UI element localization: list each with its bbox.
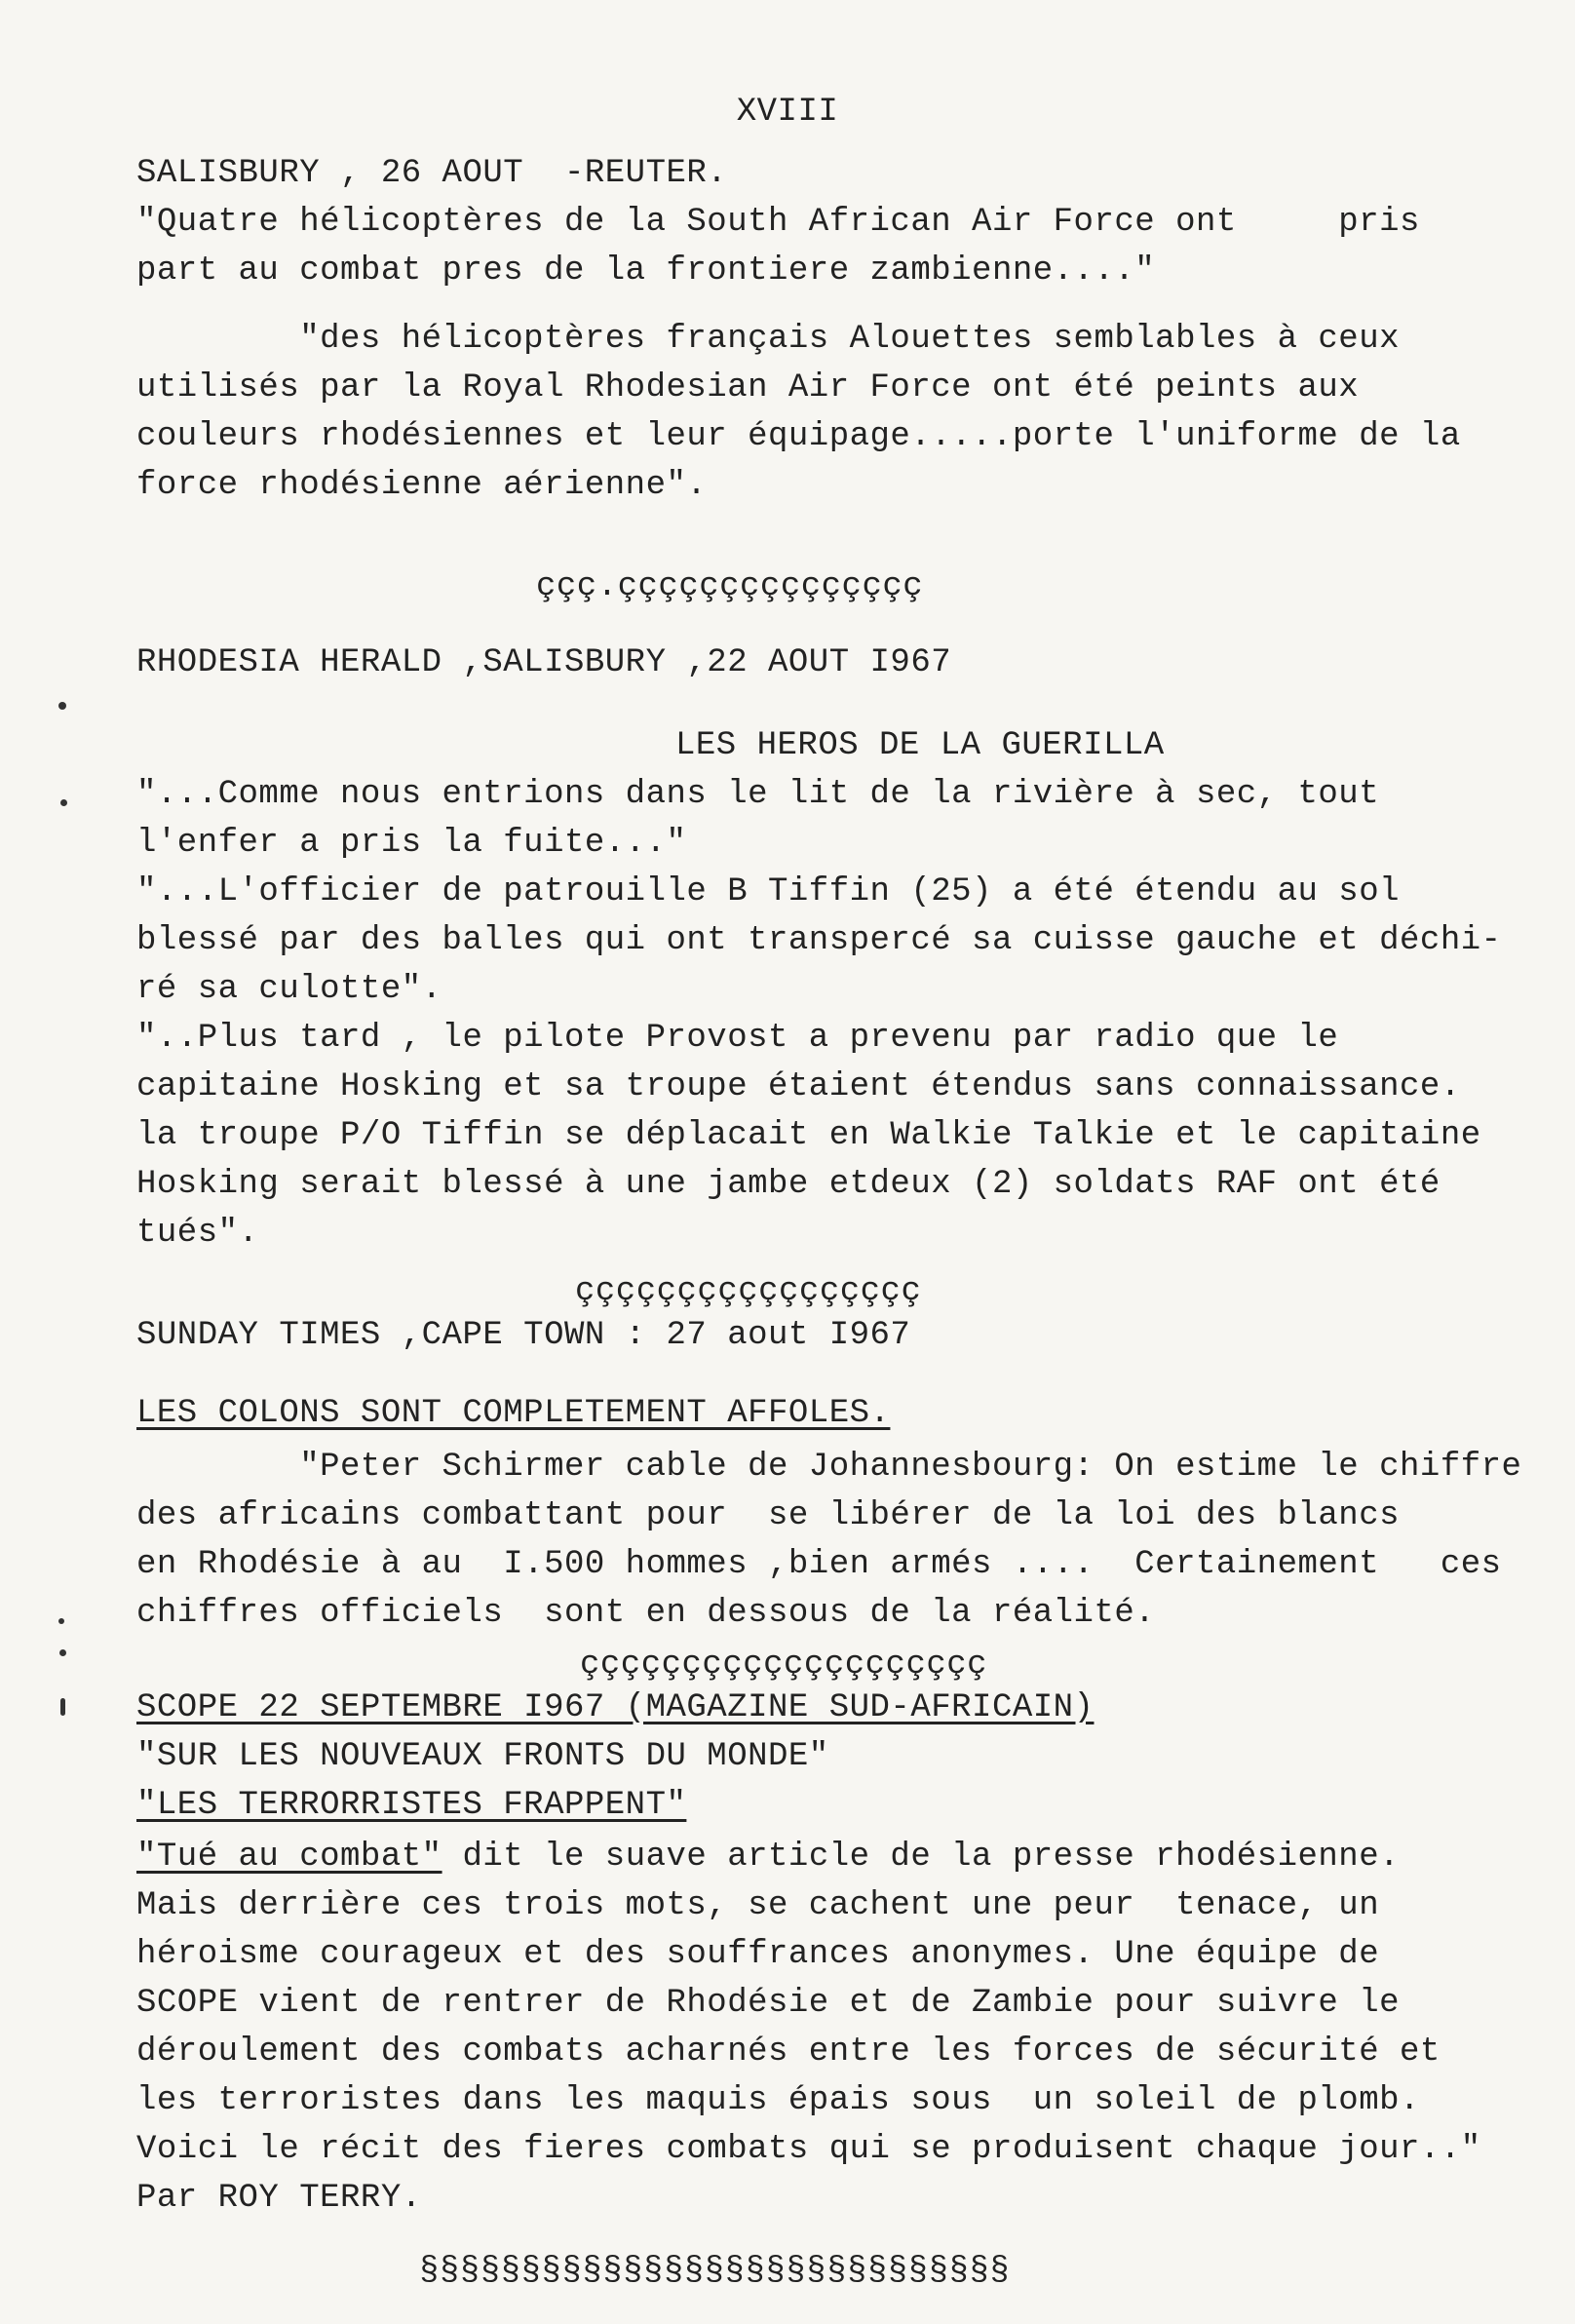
section1-header: SALISBURY , 26 AOUT -REUTER. <box>136 155 728 192</box>
section1-line: utilisés par la Royal Rhodesian Air Force ont été peints aux <box>136 369 1360 407</box>
section2-line: la troupe P/O Tiffin se déplacait en Walkie Talkie et le capitaine <box>136 1117 1481 1154</box>
section2-header: RHODESIA HERALD ,SALISBURY ,22 AOUT I967 <box>136 644 952 681</box>
section4-title: "LES TERRORRISTES FRAPPENT" <box>136 1787 687 1824</box>
section2-line: "...Comme nous entrions dans le lit de la rivière à sec, tout <box>136 776 1380 813</box>
section2-subtitle: LES HEROS DE LA GUERILLA <box>675 727 1165 764</box>
section4-line: SCOPE vient de rentrer de Rhodésie et de Zambie pour suivre le <box>136 1985 1401 2022</box>
separator-3: çççççççççççççççççççç <box>580 1646 988 1684</box>
section2-line: capitaine Hosking et sa troupe étaient étendus sans connaissance. <box>136 1068 1461 1105</box>
separator-2: ççççççççççççççççç <box>575 1273 922 1310</box>
margin-dot <box>58 702 66 710</box>
section4-line: Voici le récit des fieres combats qui se produisent chaque jour.." <box>136 2131 1481 2168</box>
section4-header: SCOPE 22 SEPTEMBRE I967 (MAGAZINE SUD-AFRICAIN) <box>136 1689 1095 1726</box>
section1-line: "Quatre hélicoptères de la South African Air Force ont pris <box>136 204 1420 241</box>
section2-line: Hosking serait blessé à une jambe etdeux (2) soldats RAF ont été <box>136 1166 1441 1203</box>
margin-dot <box>59 1649 66 1656</box>
section4-quote: "Tué au combat" <box>136 1839 442 1876</box>
section4-subheader: "SUR LES NOUVEAUX FRONTS DU MONDE" <box>136 1738 829 1775</box>
section4-line: déroulement des combats acharnés entre les forces de sécurité et <box>136 2034 1441 2071</box>
section3-line: en Rhodésie à au I.500 hommes ,bien armés .... Certainement ces <box>136 1546 1502 1583</box>
section3-header: SUNDAY TIMES ,CAPE TOWN : 27 aout I967 <box>136 1317 911 1354</box>
end-mark: §§§§§§§§§§§§§§§§§§§§§§§§§§§§§ <box>419 2253 1011 2290</box>
section3-line: chiffres officiels sont en dessous de la réalité. <box>136 1595 1156 1632</box>
section2-line: ré sa culotte". <box>136 971 442 1008</box>
section4-line: les terroristes dans les maquis épais sous un soleil de plomb. <box>136 2082 1420 2119</box>
section2-line: "..Plus tard , le pilote Provost a prevenu par radio que le <box>136 1020 1339 1057</box>
section1-line: "des hélicoptères français Alouettes semblables à ceux <box>136 321 1401 358</box>
section4-line: héroisme courageux et des souffrances anonymes. Une équipe de <box>136 1936 1380 1973</box>
section2-line: tués". <box>136 1215 259 1252</box>
section4-first-rest: dit le suave article de la presse rhodésienne. <box>442 1839 1401 1876</box>
page-number: XVIII <box>736 94 839 131</box>
section1-line: part au combat pres de la frontiere zambienne...." <box>136 252 1156 290</box>
margin-dot <box>60 799 67 806</box>
section2-line: "...L'officier de patrouille B Tiffin (25) a été étendu au sol <box>136 873 1401 910</box>
margin-mark <box>60 1698 65 1716</box>
section1-line: couleurs rhodésiennes et leur équipage.....porte l'uniforme de la <box>136 418 1461 455</box>
section2-line: l'enfer a pris la fuite..." <box>136 825 687 862</box>
margin-dot <box>58 1618 64 1624</box>
section2-line: blessé par des balles qui ont transpercé sa cuisse gauche et déchi- <box>136 922 1502 959</box>
separator-1: ççç.ççççççççççççççç <box>536 568 924 605</box>
section4-line: Par ROY TERRY. <box>136 2180 422 2217</box>
section3-line: "Peter Schirmer cable de Johannesbourg: On estime le chiffre <box>136 1449 1522 1486</box>
section4-first-line <box>136 1838 1400 1877</box>
section3-line: des africains combattant pour se libérer de la loi des blancs <box>136 1497 1401 1534</box>
section4-line: Mais derrière ces trois mots, se cachent une peur tenace, un <box>136 1887 1380 1924</box>
section3-title: LES COLONS SONT COMPLETEMENT AFFOLES. <box>136 1395 891 1432</box>
section1-line: force rhodésienne aérienne". <box>136 467 708 504</box>
